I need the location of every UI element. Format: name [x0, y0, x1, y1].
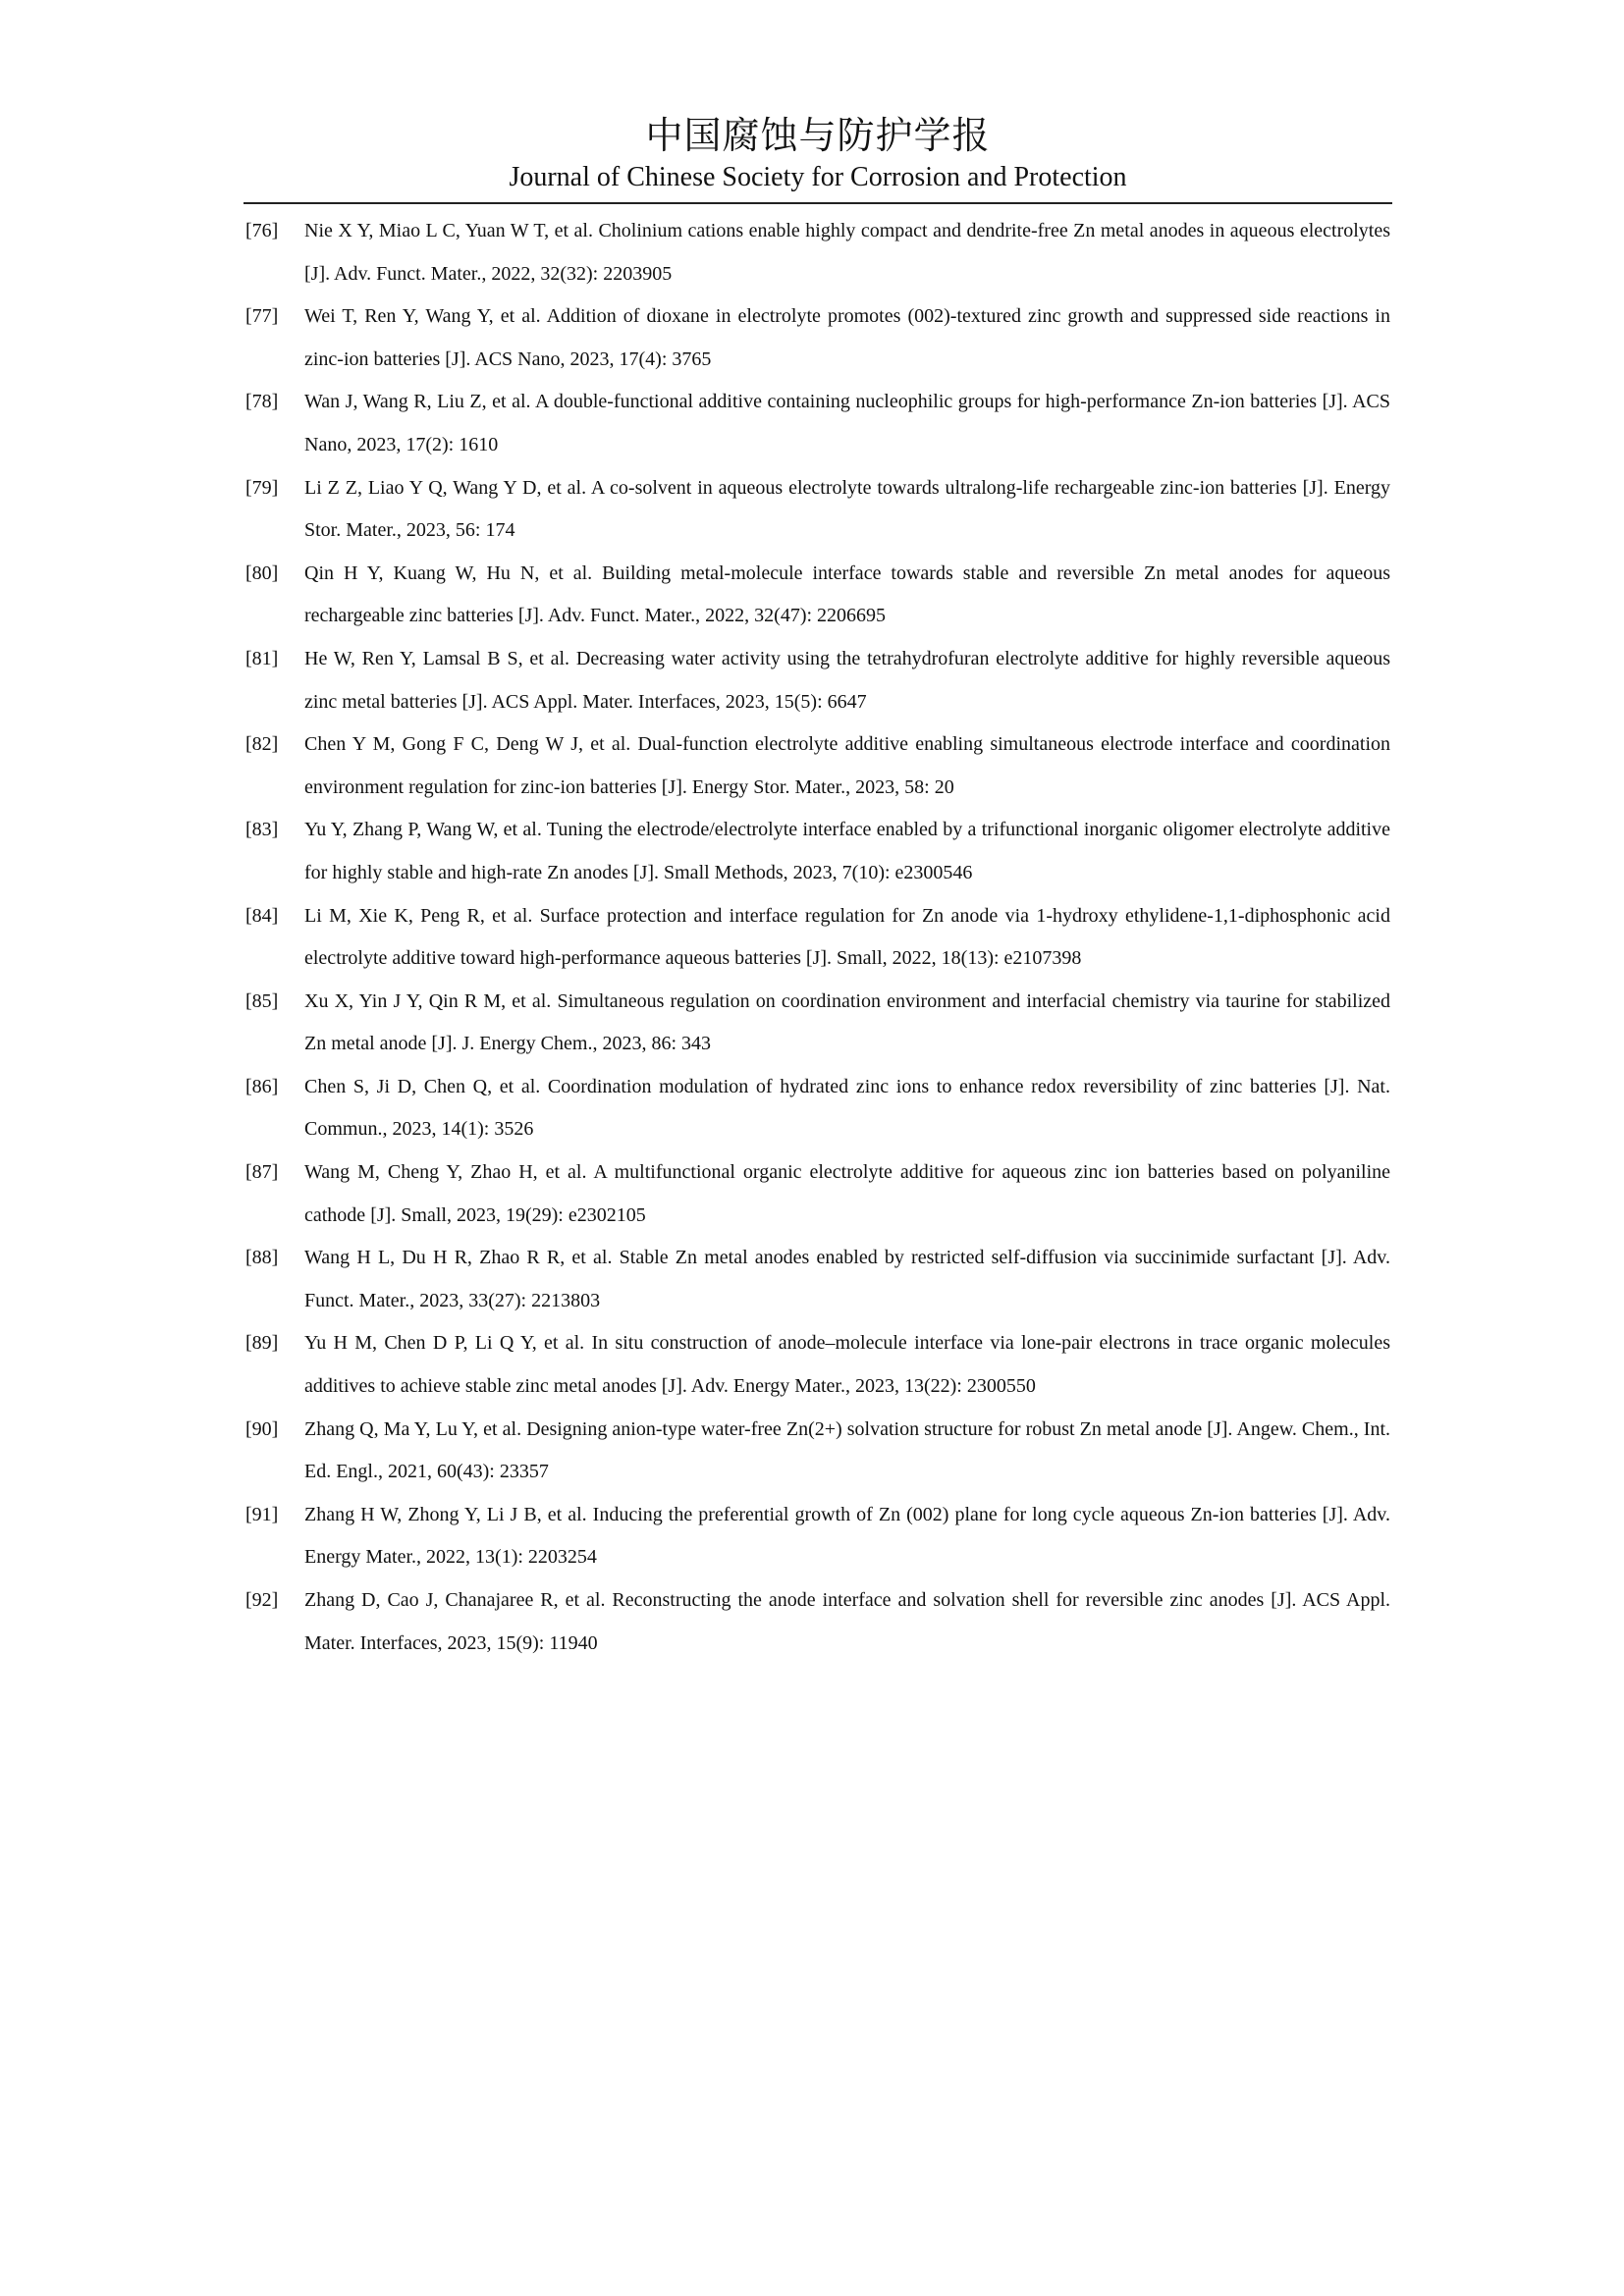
reference-text: Wang H L, Du H R, Zhao R R, et al. Stable Zn metal anodes enabled by restricted self-diffusion via succinimide surfactant [J]. Adv. Funct. Mater., 2023, 33(27): 2213803	[304, 1247, 1390, 1311]
header-divider	[244, 202, 1392, 204]
reference-item	[244, 1494, 1390, 1579]
reference-item	[244, 295, 1390, 381]
page-header	[244, 112, 1392, 194]
reference-text: Wei T, Ren Y, Wang Y, et al. Addition of dioxane in electrolyte promotes (002)-textured zinc growth and suppressed side reactions in zinc-ion batteries [J]. ACS Nano, 2023, 17(4): 3765	[304, 305, 1390, 370]
reference-number: [87]	[245, 1161, 279, 1184]
reference-text: Wang M, Cheng Y, Zhao H, et al. A multifunctional organic electrolyte additive for aqueous zinc ion batteries based on polyaniline cathode [J]. Small, 2023, 19(29): e2302105	[304, 1161, 1390, 1226]
reference-number: [91]	[245, 1503, 279, 1525]
reference-number: [80]	[245, 561, 279, 584]
reference-item	[244, 981, 1390, 1066]
reference-text: Nie X Y, Miao L C, Yuan W T, et al. Cholinium cations enable highly compact and dendrite-free Zn metal anodes in aqueous electrolytes [J]. Adv. Funct. Mater., 2022, 32(32): 2203905	[304, 220, 1390, 285]
reference-item	[244, 895, 1390, 981]
reference-item	[244, 1151, 1390, 1237]
reference-text: Qin H Y, Kuang W, Hu N, et al. Building metal-molecule interface towards stable and reversible Zn metal anodes for aqueous rechargeable zinc batteries [J]. Adv. Funct. Mater., 2022, 32(47): 2206695	[304, 561, 1390, 627]
reference-text: Yu H M, Chen D P, Li Q Y, et al. In situ construction of anode–molecule interface via lone-pair electrons in trace organic molecules additives to achieve stable zinc metal anodes [J]. Adv. Energy Mater., 2023, 13(22): 2300550	[304, 1332, 1390, 1398]
reference-item	[244, 467, 1390, 553]
reference-number: [77]	[245, 305, 279, 328]
reference-text: He W, Ren Y, Lamsal B S, et al. Decreasing water activity using the tetrahydrofuran electrolyte additive for highly reversible aqueous zinc metal batteries [J]. ACS Appl. Mater. Interfaces, 2023, 15(5): 6647	[304, 647, 1390, 713]
reference-number: [82]	[245, 733, 279, 756]
reference-number: [76]	[245, 220, 279, 241]
reference-text: Li Z Z, Liao Y Q, Wang Y D, et al. A co-solvent in aqueous electrolyte towards ultralong-life rechargeable zinc-ion batteries [J]. Energy Stor. Mater., 2023, 56: 174	[304, 476, 1390, 542]
reference-number: [89]	[245, 1332, 279, 1355]
reference-item	[244, 723, 1390, 809]
reference-item	[244, 553, 1390, 638]
reference-number: [84]	[245, 904, 279, 927]
reference-text: Chen Y M, Gong F C, Deng W J, et al. Dual-function electrolyte additive enabling simultaneous electrode interface and coordination environment regulation for zinc-ion batteries [J]. Energy Stor. Mater., 2023, 58: 20	[304, 733, 1390, 798]
journal-title-english: Journal of Chinese Society for Corrosion and Protection	[509, 162, 1127, 192]
reference-text: Zhang H W, Zhong Y, Li J B, et al. Inducing the preferential growth of Zn (002) plane for long cycle aqueous Zn-ion batteries [J]. Adv. Energy Mater., 2022, 13(1): 2203254	[304, 1503, 1390, 1569]
reference-item	[244, 381, 1390, 466]
reference-text: Yu Y, Zhang P, Wang W, et al. Tuning the electrode/electrolyte interface enabled by a trifunctional inorganic oligomer electrolyte additive for highly stable and high-rate Zn anodes [J]. Small Methods, 2023, 7(10): e2300546	[304, 819, 1390, 883]
reference-number: [90]	[245, 1417, 279, 1440]
reference-text: Wan J, Wang R, Liu Z, et al. A double-functional additive containing nucleophilic groups for high-performance Zn-ion batteries [J]. ACS Nano, 2023, 17(2): 1610	[304, 391, 1390, 455]
reference-text: Zhang Q, Ma Y, Lu Y, et al. Designing anion-type water-free Zn(2+) solvation structure for robust Zn metal anode [J]. Angew. Chem., Int. Ed. Engl., 2021, 60(43): 23357	[304, 1417, 1390, 1483]
reference-number: [86]	[245, 1075, 279, 1097]
reference-number: [81]	[245, 647, 279, 669]
reference-number: [78]	[245, 391, 279, 413]
reference-item	[244, 210, 1390, 295]
reference-item	[244, 1237, 1390, 1322]
reference-list	[244, 210, 1390, 1665]
reference-number: [92]	[245, 1589, 279, 1611]
reference-item	[244, 638, 1390, 723]
reference-item	[244, 1409, 1390, 1494]
journal-title-chinese: 中国腐蚀与防护学报	[645, 114, 991, 157]
reference-number: [88]	[245, 1247, 279, 1269]
reference-text: Zhang D, Cao J, Chanajaree R, et al. Reconstructing the anode interface and solvation shell for reversible zinc anodes [J]. ACS Appl. Mater. Interfaces, 2023, 15(9): 11940	[304, 1589, 1390, 1654]
reference-text: Xu X, Yin J Y, Qin R M, et al. Simultaneous regulation on coordination environment and interfacial chemistry via taurine for stabilized Zn metal anode [J]. J. Energy Chem., 2023, 86: 343	[304, 989, 1390, 1055]
reference-number: [79]	[245, 476, 279, 499]
reference-item	[244, 1322, 1390, 1408]
reference-number: [85]	[245, 989, 279, 1012]
reference-text: Li M, Xie K, Peng R, et al. Surface protection and interface regulation for Zn anode via 1-hydroxy ethylidene-1,1-diphosphonic acid electrolyte additive toward high-performance aqueous batteries [J]. Small, 2022, 18(13): e2107398	[304, 904, 1390, 970]
reference-text: Chen S, Ji D, Chen Q, et al. Coordination modulation of hydrated zinc ions to enhance redox reversibility of zinc batteries [J]. Nat. Commun., 2023, 14(1): 3526	[304, 1075, 1390, 1141]
reference-number: [83]	[245, 819, 279, 841]
reference-item	[244, 809, 1390, 894]
reference-item	[244, 1066, 1390, 1151]
reference-item	[244, 1579, 1390, 1665]
